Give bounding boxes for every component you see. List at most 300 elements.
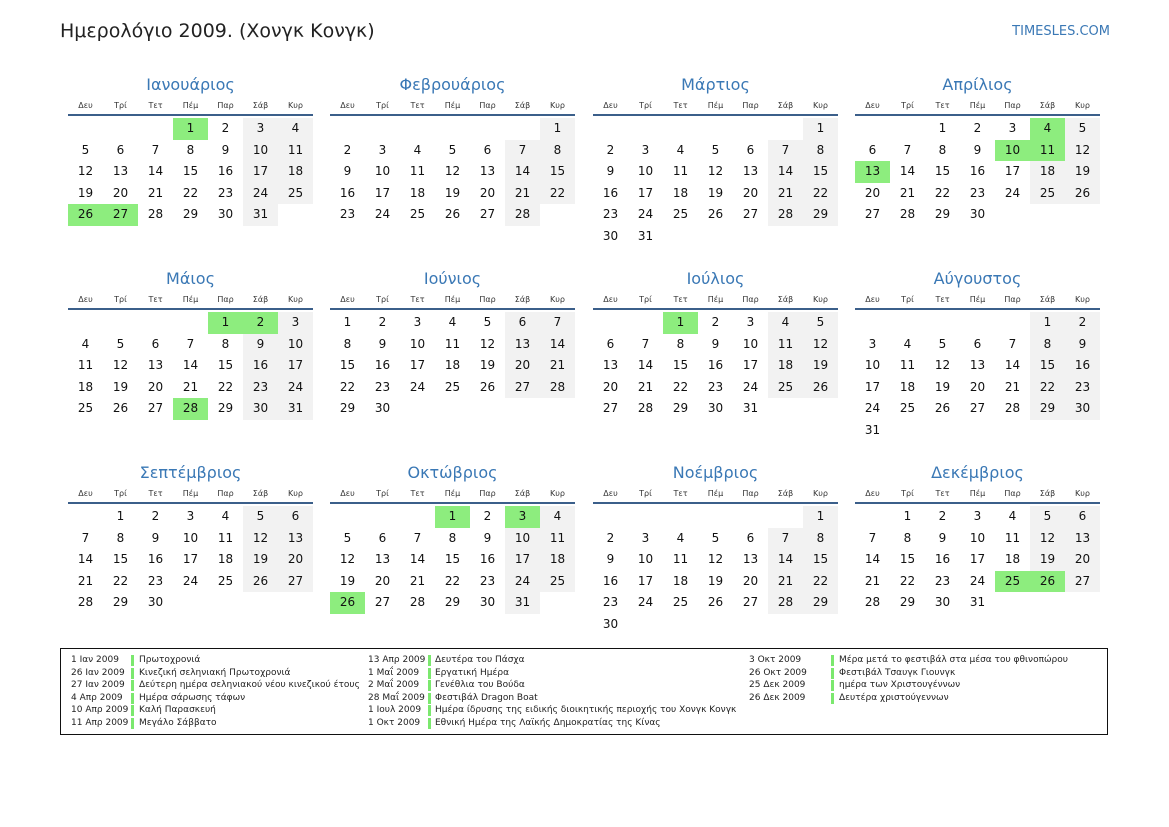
holiday-marker	[831, 655, 834, 666]
day-cell: 5	[243, 506, 278, 528]
day-cell: 6	[278, 506, 313, 528]
day-cell: 19	[112, 379, 129, 394]
day-cell: 5	[116, 336, 125, 351]
day-cell: 19	[444, 185, 461, 200]
weekday-label: Παρ	[742, 489, 759, 498]
weekday-label: Παρ	[217, 101, 234, 110]
weekday-label: Παρ	[217, 295, 234, 304]
day-cell: 14	[899, 164, 916, 179]
day-cell: 11	[768, 334, 803, 356]
holiday-day-cell: 3	[505, 506, 540, 528]
empty-cell	[138, 312, 173, 334]
month-title: Ιούνιος	[423, 269, 482, 288]
empty-cell	[593, 506, 628, 528]
holiday-name: Εργατική Ημέρα	[435, 667, 509, 678]
day-cell: 27	[969, 401, 986, 416]
day-cell: 18	[217, 552, 234, 567]
day-cell: 8	[343, 336, 352, 351]
day-cell: 3	[641, 142, 650, 157]
day-cell: 9	[1065, 334, 1100, 356]
day-cell: 19	[1065, 161, 1100, 183]
day-cell: 4	[676, 142, 685, 157]
holiday-day-cell: 25	[995, 571, 1030, 593]
day-cell: 3	[413, 315, 422, 329]
month-title: Σεπτέμβριος	[139, 463, 242, 482]
weekday-label: Τετ	[935, 101, 950, 110]
holiday-name: Φεστιβάλ Τσαυγκ Γιουνγκ	[839, 667, 956, 678]
holiday-name: Δευτέρα χριστούγεννων	[839, 692, 949, 703]
day-cell: 1	[903, 509, 912, 523]
day-cell: 29	[803, 592, 838, 614]
holiday-name: ημέρα των Χριστουγέννων	[839, 680, 961, 691]
day-cell: 25	[540, 571, 575, 593]
day-cell: 7	[540, 312, 575, 334]
weekday-label: Σάβ	[1039, 489, 1056, 498]
day-cell: 23	[479, 573, 496, 588]
weekday-label: Πέμ	[707, 101, 724, 110]
weekday-label: Τρί	[376, 489, 389, 498]
day-cell: 7	[186, 336, 195, 351]
day-cell: 31	[505, 592, 540, 614]
day-cell: 26	[707, 207, 724, 222]
holiday-marker	[131, 693, 134, 704]
day-cell: 15	[540, 161, 575, 183]
empty-cell	[470, 118, 505, 140]
day-cell: 2	[483, 509, 492, 523]
day-cell: 13	[112, 164, 129, 179]
weekday-label: Πέμ	[182, 101, 199, 110]
day-cell: 19	[77, 185, 94, 200]
day-cell: 10	[864, 358, 881, 373]
holiday-marker	[428, 705, 431, 716]
day-cell: 19	[934, 379, 951, 394]
holiday-date: 27 Ιαν 2009	[71, 680, 125, 691]
holiday-date: 26 Ιαν 2009	[71, 667, 125, 678]
day-cell: 17	[243, 161, 278, 183]
month-title: Απρίλιος	[942, 75, 1013, 94]
month-title: Ιανουάριος	[146, 75, 235, 94]
day-cell: 27	[602, 401, 619, 416]
day-cell: 3	[868, 336, 877, 351]
day-cell: 11	[278, 140, 313, 162]
day-cell: 8	[116, 530, 125, 545]
day-cell: 22	[217, 379, 234, 394]
empty-cell	[628, 312, 663, 334]
holiday-day-cell: 11	[1030, 140, 1065, 162]
day-cell: 15	[182, 164, 199, 179]
day-cell: 23	[602, 207, 619, 222]
day-cell: 20	[374, 573, 391, 588]
day-cell: 16	[602, 573, 619, 588]
day-cell: 12	[243, 528, 278, 550]
day-cell: 28	[864, 595, 881, 610]
day-cell: 3	[746, 315, 755, 329]
day-cell: 28	[147, 207, 164, 222]
day-cell: 15	[1030, 355, 1065, 377]
day-cell: 6	[746, 530, 755, 545]
day-cell: 27	[864, 207, 881, 222]
holiday-marker	[428, 668, 431, 679]
holiday-marker	[131, 705, 134, 716]
holiday-day-cell: 26	[330, 592, 365, 614]
day-cell: 8	[448, 530, 457, 545]
weekday-label: Τετ	[935, 295, 950, 304]
holiday-day-cell: 1	[663, 312, 698, 334]
weekday-label: Παρ	[1004, 489, 1021, 498]
day-cell: 28	[77, 595, 94, 610]
day-cell: 18	[540, 549, 575, 571]
month-block	[68, 460, 313, 614]
holiday-name: Δευτέρα του Πάσχα	[435, 655, 525, 665]
day-cell: 13	[479, 164, 496, 179]
day-cell: 13	[278, 528, 313, 550]
day-cell: 7	[903, 142, 912, 157]
day-cell: 17	[1004, 164, 1021, 179]
weekday-label: Πέμ	[444, 295, 461, 304]
holiday-name: Δεύτερη ημέρα σεληνιακού νέου κινεζικού έτους	[139, 680, 360, 691]
holiday-list	[60, 648, 1108, 735]
day-cell: 17	[374, 185, 391, 200]
day-cell: 26	[707, 595, 724, 610]
day-cell: 14	[1004, 358, 1021, 373]
day-cell: 27	[278, 571, 313, 593]
day-cell: 20	[742, 573, 759, 588]
day-cell: 10	[969, 530, 986, 545]
day-cell: 20	[864, 185, 881, 200]
day-cell: 9	[243, 334, 278, 356]
day-cell: 9	[343, 164, 352, 179]
weekday-label: Παρ	[1004, 101, 1021, 110]
day-cell: 7	[768, 140, 803, 162]
weekday-label: Πέμ	[444, 101, 461, 110]
day-cell: 5	[81, 142, 90, 157]
day-cell: 25	[1030, 183, 1065, 205]
day-cell: 16	[147, 552, 164, 567]
day-cell: 2	[378, 315, 387, 329]
day-cell: 26	[243, 571, 278, 593]
weekday-label: Τρί	[376, 295, 389, 304]
day-cell: 23	[707, 379, 724, 394]
holiday-marker	[831, 668, 834, 679]
month-block	[855, 266, 1100, 442]
weekday-label: Σάβ	[252, 101, 269, 110]
day-cell: 30	[707, 401, 724, 416]
day-cell: 29	[112, 595, 129, 610]
day-cell: 11	[217, 530, 234, 545]
day-cell: 12	[1065, 140, 1100, 162]
day-cell: 17	[969, 552, 986, 567]
weekday-label: Πέμ	[182, 489, 199, 498]
day-cell: 28	[768, 204, 803, 226]
day-cell: 26	[1065, 183, 1100, 205]
day-cell: 25	[77, 401, 94, 416]
day-cell: 3	[973, 509, 982, 523]
day-cell: 21	[864, 573, 881, 588]
day-cell: 19	[707, 185, 724, 200]
day-cell: 7	[641, 336, 650, 351]
empty-cell	[330, 506, 365, 528]
day-cell: 4	[448, 315, 457, 329]
holiday-name: Ημέρα σάρωσης τάφων	[139, 692, 246, 703]
weekday-label: Τετ	[935, 489, 950, 498]
day-cell: 4	[81, 336, 90, 351]
holiday-marker	[831, 693, 834, 704]
day-cell: 21	[409, 573, 426, 588]
day-cell: 22	[182, 185, 199, 200]
holiday-date: 28 Μαΐ 2009	[368, 692, 425, 703]
weekday-header	[593, 486, 838, 504]
weekday-label: Τρί	[639, 295, 652, 304]
day-cell: 4	[903, 336, 912, 351]
day-cell: 22	[112, 573, 129, 588]
weekday-label: Πέμ	[707, 295, 724, 304]
day-cell: 14	[409, 552, 426, 567]
holiday-name: Εθνική Ημέρα της Λαϊκής Δημοκρατίας της Κίνας	[435, 717, 661, 728]
weekday-header	[855, 98, 1100, 116]
holiday-day-cell: 1	[435, 506, 470, 528]
day-cell: 23	[1065, 377, 1100, 399]
day-cell: 22	[803, 183, 838, 205]
day-cell: 21	[768, 571, 803, 593]
day-cell: 30	[934, 595, 951, 610]
day-cell: 25	[899, 401, 916, 416]
day-cell: 8	[803, 528, 838, 550]
day-cell: 12	[1030, 528, 1065, 550]
day-grid	[593, 310, 838, 420]
day-cell: 18	[409, 185, 426, 200]
month-block	[330, 72, 575, 226]
day-cell: 2	[606, 142, 615, 157]
day-grid	[68, 310, 313, 420]
day-cell: 11	[672, 552, 689, 567]
empty-cell	[698, 506, 733, 528]
empty-cell	[68, 506, 103, 528]
holiday-day-cell: 26	[1030, 571, 1065, 593]
empty-cell	[855, 118, 890, 140]
holiday-day-cell: 28	[173, 398, 208, 420]
day-cell: 15	[339, 358, 356, 373]
weekday-label: Κυρ	[813, 295, 828, 304]
day-cell: 15	[934, 164, 951, 179]
month-block	[593, 266, 838, 420]
day-cell: 10	[637, 552, 654, 567]
day-cell: 7	[868, 530, 877, 545]
weekday-label: Δευ	[340, 489, 355, 498]
day-cell: 24	[969, 573, 986, 588]
day-cell: 19	[1030, 549, 1065, 571]
day-cell: 1	[116, 509, 125, 523]
day-cell: 31	[278, 398, 313, 420]
day-cell: 24	[637, 595, 654, 610]
day-cell: 18	[1030, 161, 1065, 183]
day-cell: 16	[217, 164, 234, 179]
empty-cell	[68, 118, 103, 140]
holiday-marker	[131, 718, 134, 729]
weekday-label: Τετ	[410, 489, 425, 498]
holiday-date: 3 Οκτ 2009	[749, 655, 802, 665]
day-cell: 26	[479, 379, 496, 394]
day-cell: 3	[278, 312, 313, 334]
weekday-label: Παρ	[479, 295, 496, 304]
day-cell: 3	[243, 118, 278, 140]
day-cell: 28	[768, 592, 803, 614]
day-grid	[68, 116, 313, 226]
day-cell: 6	[606, 336, 615, 351]
day-cell: 10	[637, 164, 654, 179]
day-grid	[68, 504, 313, 614]
holiday-date: 1 Οκτ 2009	[368, 717, 421, 728]
holiday-marker	[131, 668, 134, 679]
day-cell: 5	[448, 142, 457, 157]
empty-cell	[505, 118, 540, 140]
day-cell: 22	[444, 573, 461, 588]
day-grid	[593, 116, 838, 248]
day-cell: 30	[479, 595, 496, 610]
month-block	[68, 72, 313, 226]
weekday-label: Παρ	[742, 101, 759, 110]
weekday-label: Κυρ	[1075, 101, 1090, 110]
site-link[interactable]: TIMESLES.COM	[1012, 24, 1110, 39]
day-cell: 9	[711, 336, 720, 351]
day-cell: 14	[637, 358, 654, 373]
day-cell: 16	[1065, 355, 1100, 377]
day-cell: 6	[116, 142, 125, 157]
day-cell: 24	[637, 207, 654, 222]
day-cell: 10	[742, 336, 759, 351]
month-title: Οκτώβριος	[407, 463, 498, 482]
empty-cell	[960, 312, 995, 334]
weekday-label: Τετ	[673, 101, 688, 110]
day-cell: 13	[505, 334, 540, 356]
holiday-date: 26 Οκτ 2009	[749, 667, 807, 678]
day-cell: 28	[1004, 401, 1021, 416]
day-cell: 18	[1004, 552, 1021, 567]
day-cell: 29	[339, 401, 356, 416]
day-cell: 21	[1004, 379, 1021, 394]
day-cell: 18	[672, 573, 689, 588]
empty-cell	[138, 118, 173, 140]
weekday-header	[68, 98, 313, 116]
holiday-day-cell: 26	[68, 204, 103, 226]
day-cell: 2	[938, 509, 947, 523]
day-cell: 2	[343, 142, 352, 157]
day-cell: 16	[969, 164, 986, 179]
day-cell: 17	[742, 358, 759, 373]
day-cell: 24	[374, 207, 391, 222]
day-cell: 13	[969, 358, 986, 373]
day-cell: 15	[444, 552, 461, 567]
day-cell: 19	[479, 358, 496, 373]
day-cell: 10	[374, 164, 391, 179]
weekday-label: Κυρ	[288, 295, 303, 304]
weekday-label: Δευ	[340, 295, 355, 304]
day-cell: 13	[374, 552, 391, 567]
day-cell: 20	[969, 379, 986, 394]
day-cell: 25	[444, 379, 461, 394]
day-cell: 8	[221, 336, 230, 351]
day-cell: 23	[339, 207, 356, 222]
day-cell: 6	[151, 336, 160, 351]
day-cell: 8	[186, 142, 195, 157]
weekday-label: Τετ	[148, 101, 163, 110]
day-cell: 27	[479, 207, 496, 222]
day-cell: 26	[803, 377, 838, 399]
holiday-date: 1 Ιουλ 2009	[368, 705, 422, 716]
day-cell: 10	[243, 140, 278, 162]
weekday-label: Πέμ	[444, 489, 461, 498]
holiday-marker	[831, 680, 834, 691]
month-block	[68, 266, 313, 420]
day-cell: 18	[899, 379, 916, 394]
weekday-label: Σάβ	[777, 295, 794, 304]
day-cell: 20	[602, 379, 619, 394]
empty-cell	[768, 506, 803, 528]
day-cell: 28	[899, 207, 916, 222]
day-cell: 17	[637, 185, 654, 200]
day-cell: 12	[339, 552, 356, 567]
empty-cell	[855, 506, 890, 528]
weekday-header	[593, 292, 838, 310]
empty-cell	[400, 506, 435, 528]
empty-cell	[925, 312, 960, 334]
day-cell: 1	[540, 118, 575, 140]
day-cell: 8	[676, 336, 685, 351]
day-cell: 30	[243, 398, 278, 420]
day-cell: 9	[606, 552, 615, 567]
day-cell: 11	[409, 164, 426, 179]
day-grid	[593, 504, 838, 636]
day-cell: 20	[147, 379, 164, 394]
day-grid	[330, 310, 575, 420]
day-cell: 11	[672, 164, 689, 179]
day-cell: 20	[742, 185, 759, 200]
day-cell: 2	[151, 509, 160, 523]
day-cell: 19	[243, 549, 278, 571]
day-cell: 27	[505, 377, 540, 399]
day-cell: 19	[339, 573, 356, 588]
day-cell: 12	[444, 164, 461, 179]
weekday-label: Δευ	[603, 295, 618, 304]
empty-cell	[733, 118, 768, 140]
day-cell: 12	[77, 164, 94, 179]
day-cell: 24	[742, 379, 759, 394]
empty-cell	[733, 506, 768, 528]
day-cell: 11	[540, 528, 575, 550]
empty-cell	[103, 118, 138, 140]
day-cell: 24	[864, 401, 881, 416]
weekday-label: Δευ	[603, 101, 618, 110]
empty-cell	[103, 312, 138, 334]
month-title: Νοέμβριος	[672, 463, 759, 482]
day-grid	[855, 310, 1100, 442]
weekday-header	[330, 486, 575, 504]
holiday-date: 4 Απρ 2009	[71, 692, 123, 703]
day-cell: 3	[186, 509, 195, 523]
weekday-label: Τρί	[901, 489, 914, 498]
day-cell: 14	[147, 164, 164, 179]
weekday-label: Σάβ	[777, 489, 794, 498]
day-cell: 18	[672, 185, 689, 200]
holiday-date: 11 Απρ 2009	[71, 717, 129, 728]
weekday-label: Σάβ	[514, 295, 531, 304]
weekday-header	[855, 292, 1100, 310]
day-cell: 28	[505, 204, 540, 226]
empty-cell	[855, 312, 890, 334]
day-cell: 18	[444, 358, 461, 373]
day-cell: 12	[934, 358, 951, 373]
day-cell: 21	[899, 185, 916, 200]
empty-cell	[663, 118, 698, 140]
